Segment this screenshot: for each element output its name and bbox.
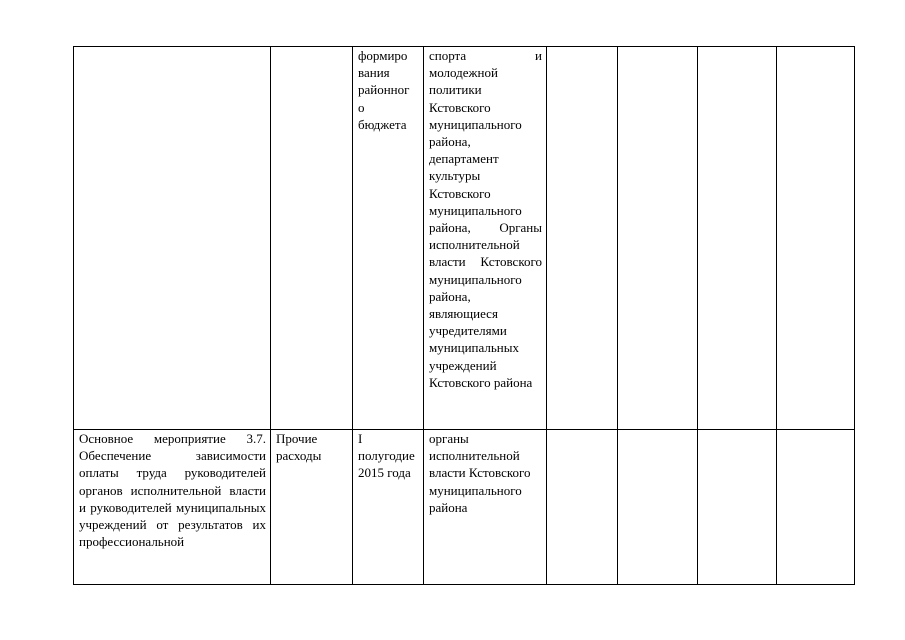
responsible-text: органы исполнительной власти Кстовского муниципального района xyxy=(429,431,531,515)
plan-table xyxy=(73,46,855,585)
period-text: I полугодие 2015 года xyxy=(358,431,415,481)
table-cell-responsible xyxy=(424,47,547,430)
table-cell-value-4 xyxy=(777,47,855,430)
table-cell-responsible xyxy=(424,430,547,585)
table-cell-activity xyxy=(74,47,271,430)
table-cell-value-3 xyxy=(698,47,777,430)
table-cell-expense-type xyxy=(271,47,353,430)
expense-type-text: Прочие расходы xyxy=(276,431,322,464)
table-cell-activity xyxy=(74,430,271,585)
period-text: формиро вания районног о бюджета xyxy=(358,48,410,132)
table-cell-expense-type xyxy=(271,430,353,585)
table-cell-period xyxy=(353,430,424,585)
table-row xyxy=(74,430,855,585)
table-cell-value-2 xyxy=(618,430,698,585)
activity-text: Основное мероприятие 3.7. Обеспечение зависимости оплаты труда руководителей органов исполнительной власти и руководителей муниципальных учреждений от результатов их профессиональной xyxy=(79,431,266,550)
table-cell-value-3 xyxy=(698,430,777,585)
responsible-text: спорта и молодежной политики Кстовского муниципального района, департамент культуры Кстовского муниципального района, Органы исполнительной власти Кстовского муниципального района, являющиеся учредителями муниципальных учреждений Кстовского района xyxy=(429,48,542,390)
table-cell-value-1 xyxy=(547,47,618,430)
table-cell-period xyxy=(353,47,424,430)
table-cell-value-4 xyxy=(777,430,855,585)
table-cell-value-2 xyxy=(618,47,698,430)
table-row xyxy=(74,47,855,430)
table-cell-value-1 xyxy=(547,430,618,585)
